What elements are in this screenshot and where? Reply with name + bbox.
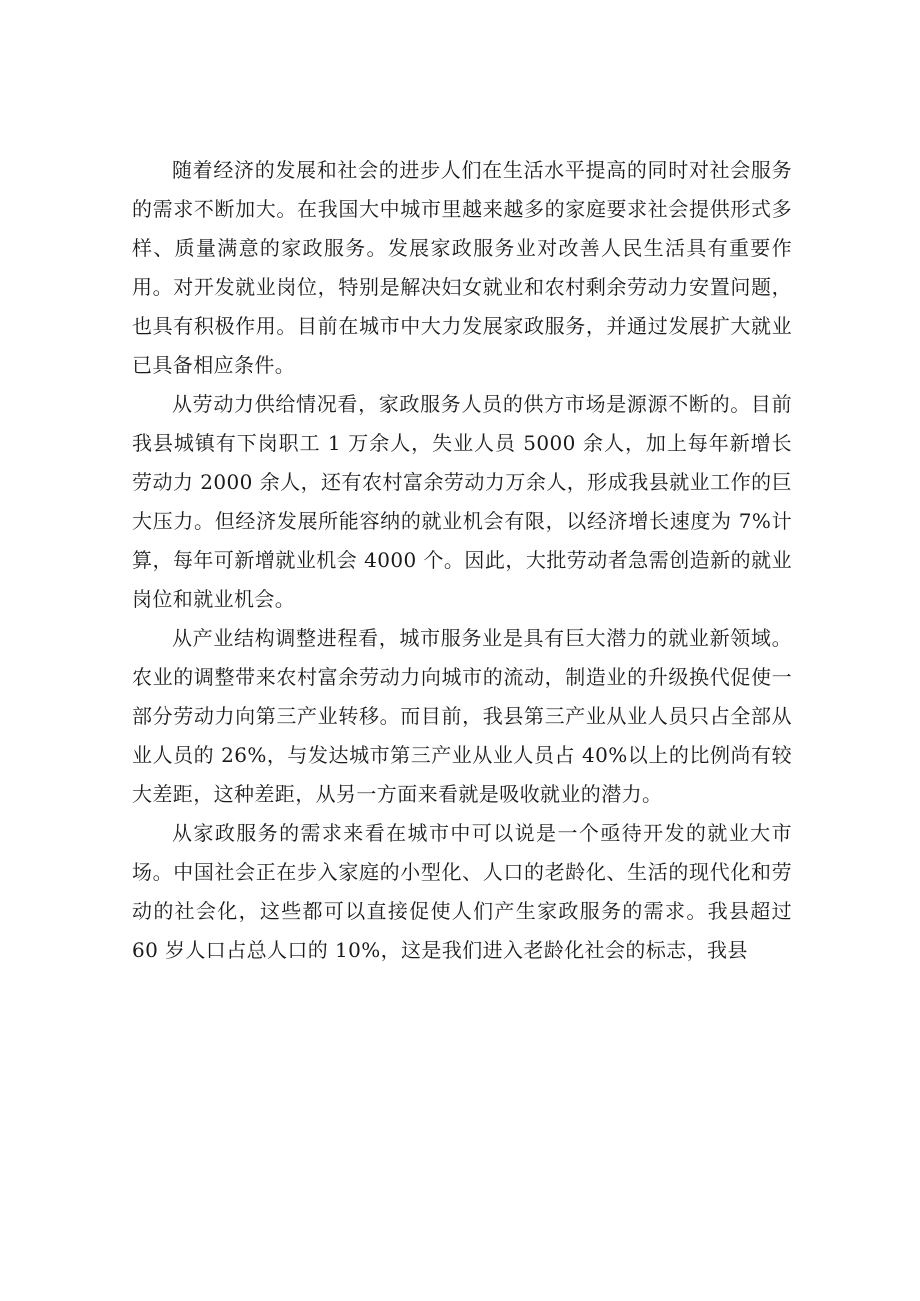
paragraph-1: 随着经济的发展和社会的进步人们在生活水平提高的同时对社会服务的需求不断加大。在我国大中城市里越来越多的家庭要求社会提供形式多样、质量满意的家政服务。发展家政服务业对改善人民生活具有重要作用。对开发就业岗位，特别是解决妇女就业和农村剩余劳动力安置问题，也具有积极作用。目前在城市中大力发展家政服务，并通过发展扩大就业已具备相应条件。 [132,158,792,377]
paragraph-2: 从劳动力供给情况看，家政服务人员的供方市场是源源不断的。目前我县城镇有下岗职工 1 万余人，失业人员 5000 余人，加上每年新增长劳动力 2000 余人，还有农村富余劳动力万余人，形成我县就业工作的巨大压力。但经济发展所能容纳的就业机会有限，以经济增长速度为 7%计算，每年可新增就业机会 4000 个。因此，大批劳动者急需创造新的就业岗位和就业机会。 [132,392,792,611]
document-body [132,151,792,970]
paragraph-4: 从家政服务的需求来看在城市中可以说是一个亟待开发的就业大市场。中国社会正在步入家庭的小型化、人口的老龄化、生活的现代化和劳动的社会化，这些都可以直接促使人们产生家政服务的需求。我县超过 60 岁人口占总人口的 10%，这是我们进入老龄化社会的标志，我县 [132,821,792,962]
paragraph-3: 从产业结构调整进程看，城市服务业是具有巨大潜力的就业新领域。农业的调整带来农村富余劳动力向城市的流动，制造业的升级换代促使一部分劳动力向第三产业转移。而目前，我县第三产业从业人员只占全部从业人员的 26%，与发达城市第三产业从业人员占 40%以上的比例尚有较大差距，这种差距，从另一方面来看就是吸收就业的潜力。 [132,626,792,806]
